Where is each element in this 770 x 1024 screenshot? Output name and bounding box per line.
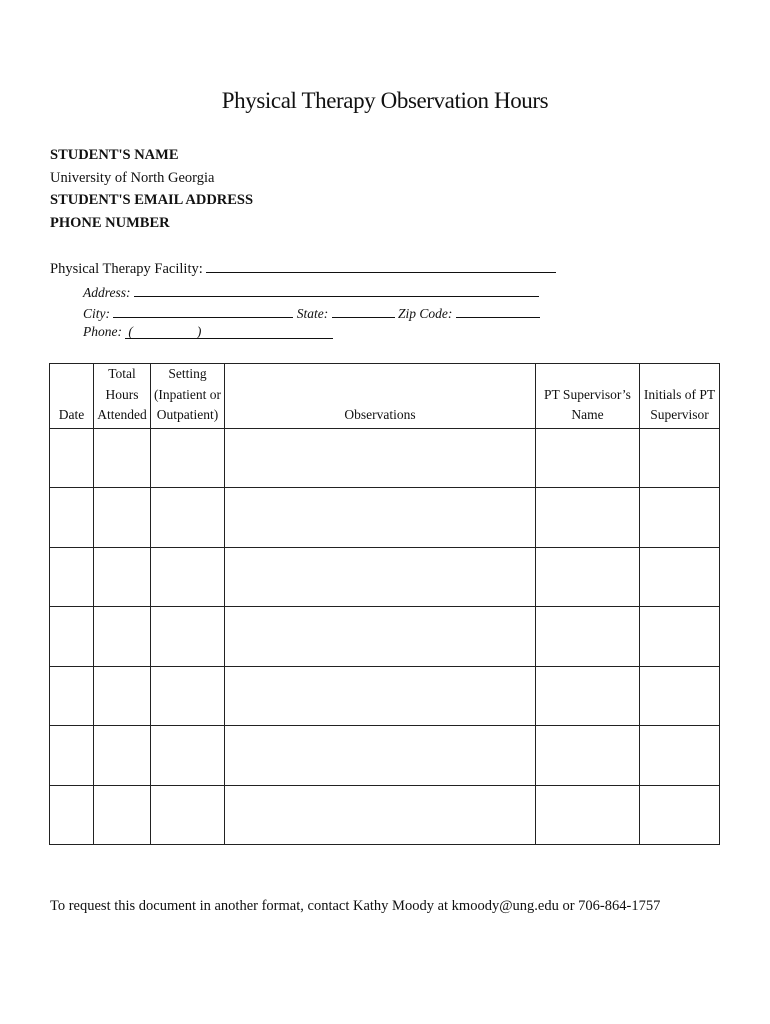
initials-cell[interactable] xyxy=(640,428,720,488)
student-info xyxy=(50,144,253,234)
observations-cell[interactable] xyxy=(225,547,536,607)
hours-cell[interactable] xyxy=(94,607,151,667)
student-email-label: STUDENT'S EMAIL ADDRESS xyxy=(50,192,254,208)
address-row xyxy=(83,282,539,301)
table-row xyxy=(50,666,720,726)
observations-cell[interactable] xyxy=(225,428,536,488)
supervisor-name-cell[interactable] xyxy=(536,666,640,726)
column-header-supervisor-name xyxy=(536,364,640,429)
phone-row xyxy=(83,324,333,340)
date-cell[interactable] xyxy=(50,726,94,786)
initials-header-line: Supervisor xyxy=(650,407,709,422)
zip-field[interactable] xyxy=(456,303,540,318)
date-cell[interactable] xyxy=(50,547,94,607)
hours-header-line: Total xyxy=(108,366,136,381)
observations-cell[interactable] xyxy=(225,726,536,786)
initials-cell[interactable] xyxy=(640,726,720,786)
state-field[interactable] xyxy=(332,303,395,318)
supervisor-name-cell[interactable] xyxy=(536,785,640,845)
setting-header-line: Setting xyxy=(168,366,207,381)
observations-header-line: Observations xyxy=(344,407,416,422)
facility-phone-field[interactable] xyxy=(125,324,333,339)
city-field[interactable] xyxy=(113,303,293,318)
setting-header-line: (Inpatient or xyxy=(153,386,222,402)
initials-cell[interactable] xyxy=(640,666,720,726)
supervisor-name-cell[interactable] xyxy=(536,607,640,667)
address-field[interactable] xyxy=(134,282,539,297)
initials-cell[interactable] xyxy=(640,785,720,845)
facility-field[interactable] xyxy=(206,258,556,273)
date-cell[interactable] xyxy=(50,785,94,845)
setting-cell[interactable] xyxy=(151,428,225,488)
table-row xyxy=(50,428,720,488)
hours-header-line: Hours xyxy=(105,386,139,402)
document-title: Physical Therapy Observation Hours xyxy=(221,88,549,113)
setting-cell[interactable] xyxy=(151,726,225,786)
supervisor-name-cell[interactable] xyxy=(536,726,640,786)
phone-close-paren: ) xyxy=(196,324,202,339)
date-cell[interactable] xyxy=(50,666,94,726)
date-cell[interactable] xyxy=(50,607,94,667)
date-header-line: Date xyxy=(58,407,85,422)
facility-label: Physical Therapy Facility: xyxy=(50,261,203,277)
column-header-initials xyxy=(640,364,720,429)
observation-table xyxy=(49,363,720,845)
hours-header-line: Attended xyxy=(97,407,147,422)
state-label: State: xyxy=(296,306,329,321)
supervisor-header-line: PT Supervisor’s xyxy=(544,386,631,402)
student-name-label: STUDENT'S NAME xyxy=(50,147,179,163)
setting-cell[interactable] xyxy=(151,547,225,607)
hours-cell[interactable] xyxy=(94,785,151,845)
column-header-hours xyxy=(94,364,151,429)
initials-cell[interactable] xyxy=(640,607,720,667)
supervisor-name-cell[interactable] xyxy=(536,428,640,488)
setting-cell[interactable] xyxy=(151,607,225,667)
table-body xyxy=(50,428,720,845)
hours-cell[interactable] xyxy=(94,547,151,607)
setting-cell[interactable] xyxy=(151,666,225,726)
supervisor-name-cell[interactable] xyxy=(536,488,640,548)
setting-cell[interactable] xyxy=(151,488,225,548)
facility-phone-label: Phone: xyxy=(83,324,122,339)
setting-header-line: Outpatient) xyxy=(156,407,219,422)
observations-cell[interactable] xyxy=(225,488,536,548)
table-row xyxy=(50,607,720,667)
hours-cell[interactable] xyxy=(94,488,151,548)
hours-cell[interactable] xyxy=(94,666,151,726)
date-cell[interactable] xyxy=(50,488,94,548)
supervisor-header-line: Name xyxy=(571,407,604,422)
city-label: City: xyxy=(83,306,110,321)
setting-cell[interactable] xyxy=(151,785,225,845)
hours-cell[interactable] xyxy=(94,726,151,786)
hours-cell[interactable] xyxy=(94,428,151,488)
phone-open-paren: ( xyxy=(128,324,133,339)
initials-header-line: Initials of PT xyxy=(643,386,716,402)
table-row xyxy=(50,785,720,845)
column-header-setting xyxy=(151,364,225,429)
table-row xyxy=(50,547,720,607)
table-row xyxy=(50,726,720,786)
supervisor-name-cell[interactable] xyxy=(536,547,640,607)
initials-cell[interactable] xyxy=(640,488,720,548)
university-name: University of North Georgia xyxy=(50,169,215,186)
phone-number-label: PHONE NUMBER xyxy=(50,214,170,231)
observations-cell[interactable] xyxy=(225,785,536,845)
observations-cell[interactable] xyxy=(225,607,536,667)
initials-cell[interactable] xyxy=(640,547,720,607)
address-label: Address: xyxy=(83,285,131,300)
facility-row xyxy=(50,258,556,278)
observations-cell[interactable] xyxy=(225,666,536,726)
zip-label: Zip Code: xyxy=(398,306,453,321)
city-state-zip-row xyxy=(83,303,540,322)
footer-contact-note: To request this document in another format, contact Kathy Moody at kmoody@ung.edu or 706-864-1757 xyxy=(50,898,661,914)
column-header-observations xyxy=(225,364,536,429)
table-header-row xyxy=(50,364,720,429)
column-header-date xyxy=(50,364,94,429)
date-cell[interactable] xyxy=(50,428,94,488)
table-row xyxy=(50,488,720,548)
